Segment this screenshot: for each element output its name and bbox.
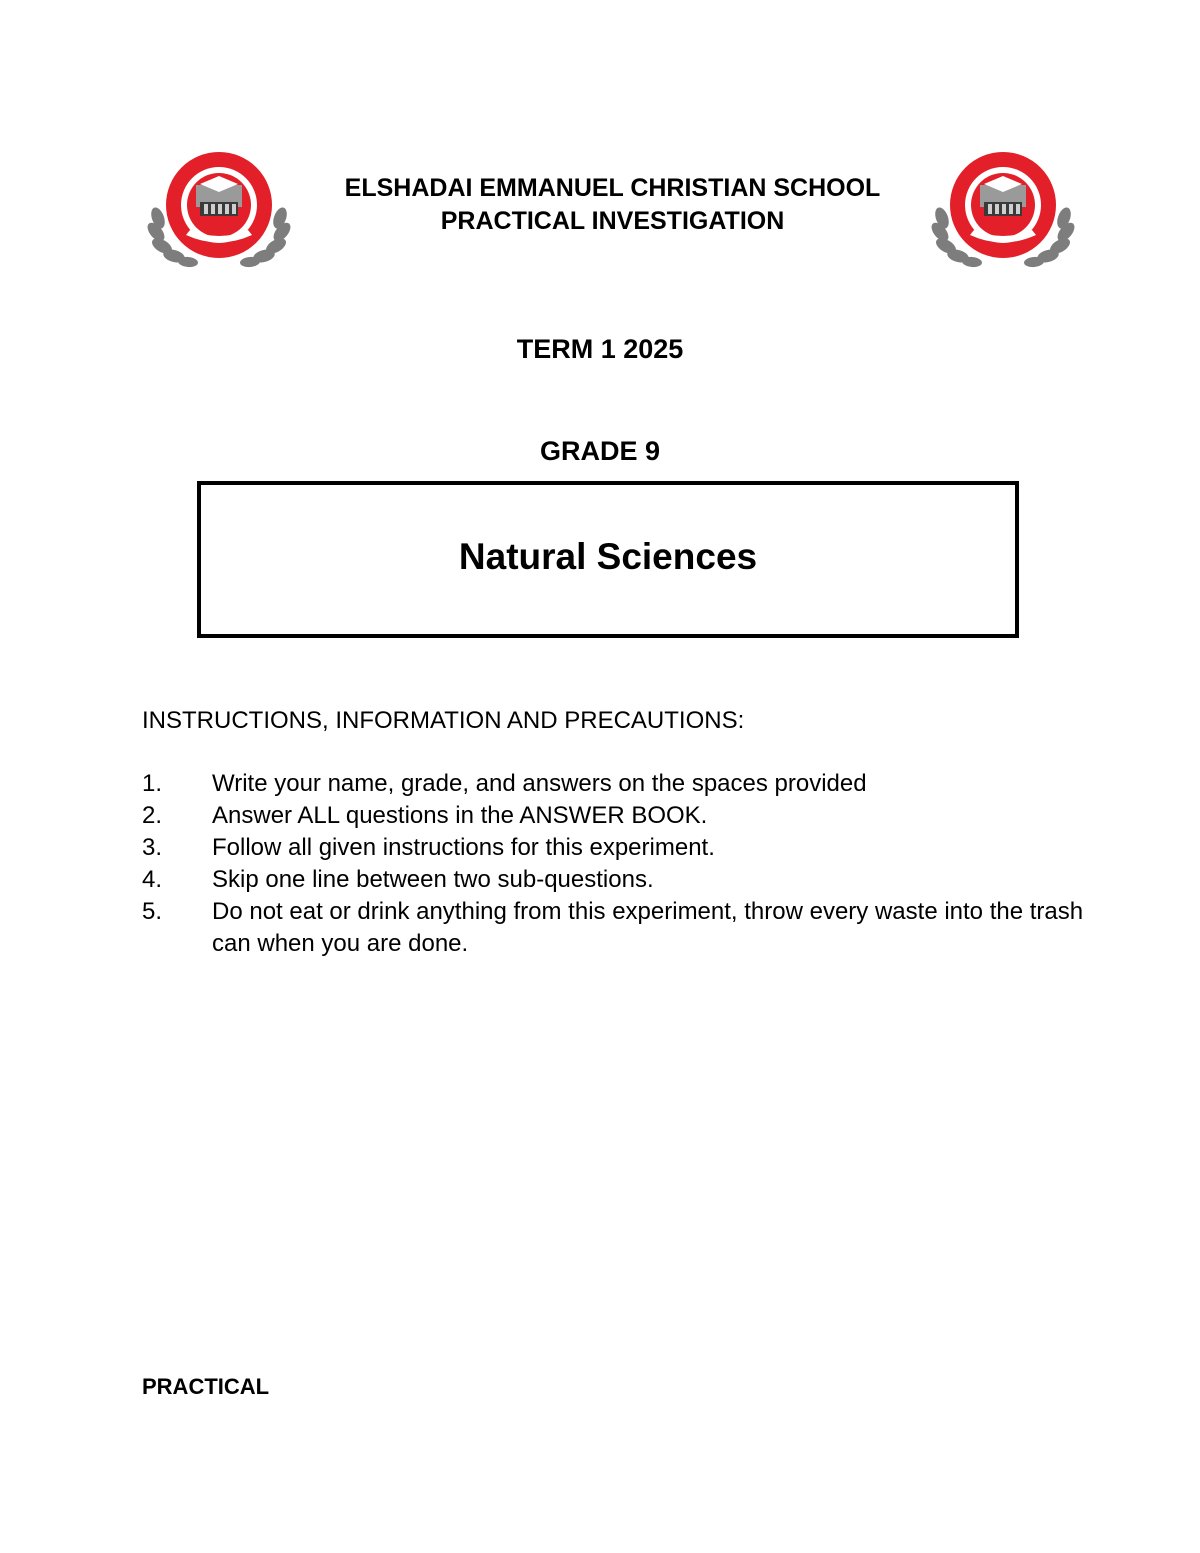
- term-label: TERM 1 2025: [516, 334, 684, 364]
- list-item: [142, 864, 1092, 896]
- list-item-number: 1.: [142, 770, 163, 797]
- document-type: PRACTICAL INVESTIGATION: [440, 207, 785, 235]
- subject-box: [197, 481, 1019, 638]
- school-crest-icon: [930, 150, 1076, 270]
- document-header: [250, 172, 975, 238]
- instructions-heading: INSTRUCTIONS, INFORMATION AND PRECAUTIONS:: [142, 707, 745, 734]
- list-item-text: Do not eat or drink anything from this experiment, throw every waste into the trash can when you are done.: [212, 898, 1084, 957]
- instructions-list: [142, 768, 1092, 960]
- list-item-number: 5.: [142, 898, 163, 925]
- school-name: ELSHADAI EMMANUEL CHRISTIAN SCHOOL: [344, 174, 881, 202]
- list-item: [142, 800, 1092, 832]
- list-item-text: Answer ALL questions in the ANSWER BOOK.: [212, 802, 708, 829]
- list-item-text: Skip one line between two sub-questions.: [212, 866, 654, 893]
- page-footer: PRACTICAL: [142, 1374, 270, 1399]
- list-item-number: 3.: [142, 834, 163, 861]
- list-item-number: 2.: [142, 802, 163, 829]
- list-item: [142, 832, 1092, 864]
- list-item: [142, 768, 1092, 800]
- list-item-number: 4.: [142, 866, 163, 893]
- list-item-text: Write your name, grade, and answers on the spaces provided: [212, 770, 867, 797]
- list-item-text: Follow all given instructions for this experiment.: [212, 834, 715, 861]
- subject-title: Natural Sciences: [458, 536, 758, 577]
- grade-label: GRADE 9: [539, 436, 661, 466]
- list-item: [142, 896, 1092, 960]
